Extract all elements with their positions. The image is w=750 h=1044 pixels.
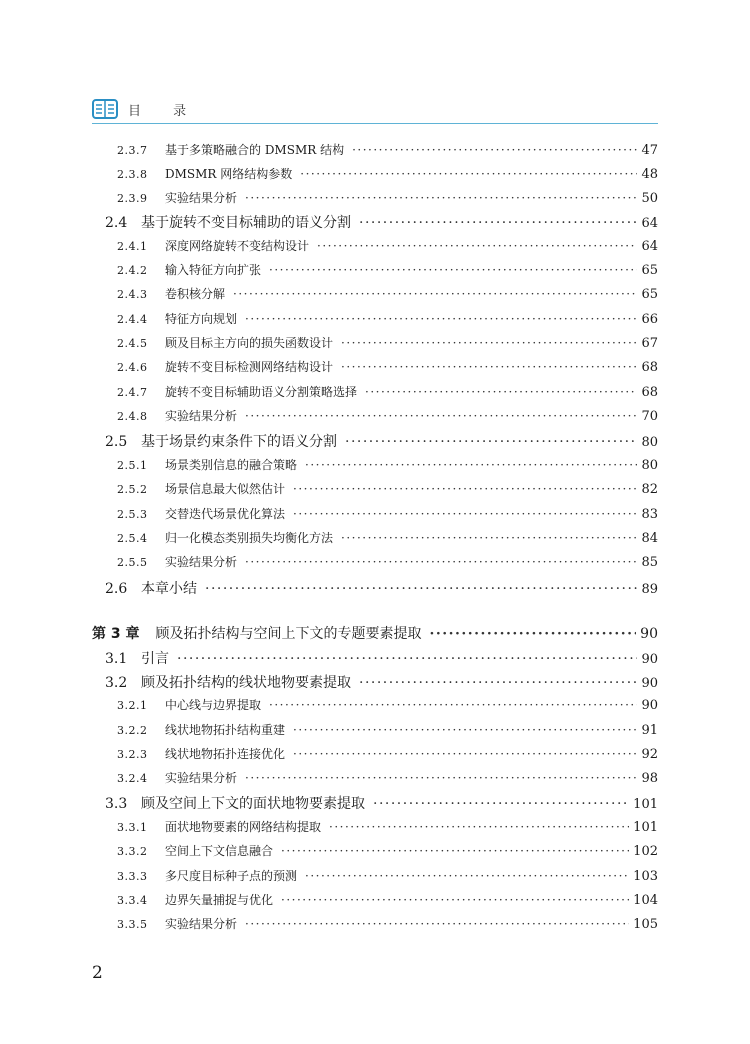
toc-subsection-entry [117,141,658,158]
toc-entry-page: 68 [641,385,658,400]
toc-entry-page: 64 [641,239,658,254]
toc-entry-page: 50 [641,191,658,206]
toc-leader-dots [245,191,637,205]
toc-entry-number: 2.5.5 [117,556,148,569]
toc-entry-page: 98 [641,771,658,786]
toc-entry-title: 归一化模态类别损失均衡化方法 [165,531,334,545]
toc-subsection-entry [117,842,658,859]
toc-section-entry [105,648,658,668]
toc-entry-page: 67 [641,336,658,351]
toc-subsection-entry [117,334,658,351]
toc-entry-title: 本章小结 [141,581,197,597]
toc-leader-dots [365,385,637,399]
toc-subsection-entry [117,696,658,713]
toc-entry-page: 48 [641,167,658,182]
toc-entry-number: 3.2 [105,675,128,691]
toc-entry-page: 104 [633,893,658,908]
toc-leader-dots [293,747,637,761]
toc-leader-dots [430,626,637,642]
toc-entry-page: 68 [641,360,658,375]
toc-leader-dots [359,215,637,231]
toc-entry-number: 3.2.2 [117,724,148,737]
toc-leader-dots [352,143,637,157]
toc-entry-number: 3.3.2 [117,845,148,858]
toc-entry-number: 2.5.2 [117,483,148,496]
toc-entry-page: 64 [641,216,658,231]
toc-entry-number: 2.3.9 [117,192,148,205]
toc-subsection-entry [117,165,658,182]
toc-entry-title: 深度网络旋转不变结构设计 [165,239,310,253]
toc-entry-number: 2.5.3 [117,508,148,521]
toc-entry-title: 卷积核分解 [165,287,226,301]
toc-subsection-entry [117,891,658,908]
toc-leader-dots [281,844,629,858]
toc-entry-title: 旋转不变目标检测网络结构设计 [165,360,334,374]
toc-entry-page: 92 [641,747,658,762]
toc-entry-number: 3.3.3 [117,870,148,883]
toc-subsection-entry [117,553,658,570]
toc-entry-title: 实验结果分析 [165,917,238,931]
toc-entry-number: 2.4.5 [117,337,148,350]
toc-subsection-entry [117,769,658,786]
toc-entry-title: 实验结果分析 [165,771,238,785]
toc-entry-page: 84 [641,531,658,546]
toc-entry-page: 90 [640,626,658,642]
toc-subsection-entry [117,383,658,400]
toc-leader-dots [245,409,637,423]
toc-subsection-entry [117,358,658,375]
toc-entry-page: 70 [641,409,658,424]
toc-entry-page: 65 [641,263,658,278]
toc-entry-title: 顾及目标主方向的损失函数设计 [165,336,334,350]
toc-leader-dots [205,581,637,597]
toc-leader-dots [245,771,637,785]
toc-entry-page: 80 [641,458,658,473]
toc-entry-title: 引言 [141,651,169,667]
toc-subsection-entry [117,745,658,762]
toc-entry-number: 3.3.1 [117,821,148,834]
toc-entry-number: 2.4.3 [117,288,148,301]
toc-entry-number: 2.6 [105,581,128,597]
toc-entry-number: 2.4.4 [117,313,148,326]
toc-entry-title: 实验结果分析 [165,555,238,569]
toc-entry-title: 线状地物拓扑结构重建 [165,723,286,737]
toc-leader-dots [177,651,637,667]
header-title: 目 录 [128,104,201,119]
toc-entry-page: 82 [641,482,658,497]
toc-entry-title: 场景信息最大似然估计 [165,482,286,496]
toc-entry-title: 实验结果分析 [165,191,238,205]
toc-entry-title: 旋转不变目标辅助语义分割策略选择 [165,385,358,399]
toc-leader-dots [293,507,637,521]
toc-entry-title: DMSMR 网络结构参数 [165,167,293,181]
toc-entry-number: 2.3.7 [117,144,148,157]
toc-leader-dots [341,360,637,374]
toc-entry-number: 2.5.1 [117,459,148,472]
toc-entry-page: 65 [641,287,658,302]
toc-entry-number: 2.4.7 [117,386,148,399]
toc-leader-dots [245,312,637,326]
toc-entry-title: 场景类别信息的融合策略 [165,458,298,472]
page-number: 2 [92,963,103,983]
toc-section-entry [105,578,658,598]
toc-entry-title: 基于旋转不变目标辅助的语义分割 [141,215,351,231]
toc-subsection-entry [117,480,658,497]
toc-subsection-entry [117,285,658,302]
toc-entry-page: 90 [641,652,658,667]
toc-subsection-entry [117,915,658,932]
toc-entry-number: 2.4.1 [117,240,148,253]
toc-leader-dots [373,796,629,812]
toc-section-entry [105,793,658,813]
toc-leader-dots [317,239,637,253]
toc-subsection-entry [117,237,658,254]
toc-entry-title: 基于多策略融合的 DMSMR 结构 [165,143,345,157]
toc-leader-dots [345,434,637,450]
toc-leader-dots [341,531,637,545]
toc-entry-title: 输入特征方向扩张 [165,263,262,277]
toc-leader-dots [245,917,629,931]
toc-entry-page: 90 [641,698,658,713]
toc-entry-title: 中心线与边界提取 [165,698,262,712]
toc-leader-dots [269,698,637,712]
toc-entry-number: 2.5.4 [117,532,148,545]
toc-entry-title: 顾及空间上下文的面状地物要素提取 [141,796,365,812]
toc-entry-page: 47 [641,143,658,158]
toc-subsection-entry [117,310,658,327]
toc-leader-dots [245,555,637,569]
toc-entry-title: 顾及拓扑结构的线状地物要素提取 [141,675,351,691]
toc-entry-number: 2.4.8 [117,410,148,423]
toc-entry-page: 91 [641,723,658,738]
toc-section-entry [105,212,658,232]
toc-subsection-entry [117,818,658,835]
toc-entry-title: 实验结果分析 [165,409,238,423]
toc-leader-dots [293,482,637,496]
toc-entry-number: 3.3 [105,796,128,812]
toc-entry-number: 3.1 [105,651,128,667]
toc-entry-page: 103 [633,869,658,884]
toc-leader-dots [269,263,637,277]
toc-entry-number: 3.2.3 [117,748,148,761]
toc-subsection-entry [117,867,658,884]
toc-entry-number: 2.5 [105,434,128,450]
toc-entry-page: 85 [641,555,658,570]
toc-entry-title: 顾及拓扑结构与空间上下文的专题要素提取 [155,626,422,642]
toc-entry-title: 特征方向规划 [165,312,238,326]
toc-leader-dots [233,287,637,301]
toc-entry-page: 101 [633,820,658,835]
toc-entry-number: 2.4.6 [117,361,148,374]
toc-entry-title: 多尺度目标种子点的预测 [165,869,298,883]
toc-entry-page: 101 [633,797,658,812]
toc-subsection-entry [117,456,658,473]
toc-entry-title: 交替迭代场景优化算法 [165,507,286,521]
toc-entry-number: 2.4 [105,215,128,231]
toc-subsection-entry [117,261,658,278]
toc-section-entry [105,672,658,692]
toc-entry-number: 3.3.4 [117,894,148,907]
toc-leader-dots [293,723,637,737]
toc-subsection-entry [117,189,658,206]
toc-subsection-entry [117,721,658,738]
toc-entry-number: 3.2.4 [117,772,148,785]
toc-entry-number: 3.2.1 [117,699,148,712]
toc-subsection-entry [117,407,658,424]
toc-leader-dots [305,458,637,472]
toc-entry-title: 基于场景约束条件下的语义分割 [141,434,337,450]
toc-leader-dots [341,336,637,350]
toc-entry-page: 105 [633,917,658,932]
toc-leader-dots [359,675,637,691]
toc-subsection-entry [117,529,658,546]
toc-entry-number: 3.3.5 [117,918,148,931]
toc-entry-number: 第 3 章 [92,626,140,642]
toc-chapter-entry [92,623,658,643]
toc-leader-dots [300,167,637,181]
toc-entry-page: 89 [641,582,658,597]
toc-entry-page: 80 [641,435,658,450]
toc-leader-dots [281,893,629,907]
toc-section-entry [105,431,658,451]
toc-entry-page: 102 [633,844,658,859]
toc-entry-page: 90 [641,676,658,691]
toc-entry-page: 83 [641,507,658,522]
toc-entry-title: 空间上下文信息融合 [165,844,274,858]
toc-entry-title: 线状地物拓扑连接优化 [165,747,286,761]
toc-leader-dots [305,869,629,883]
toc-subsection-entry [117,505,658,522]
toc-entry-number: 2.4.2 [117,264,148,277]
toc-entry-title: 面状地物要素的网络结构提取 [165,820,322,834]
toc-entry-number: 2.3.8 [117,168,148,181]
toc-leader-dots [329,820,629,834]
toc-entry-page: 66 [641,312,658,327]
toc-entry-title: 边界矢量捕捉与优化 [165,893,274,907]
